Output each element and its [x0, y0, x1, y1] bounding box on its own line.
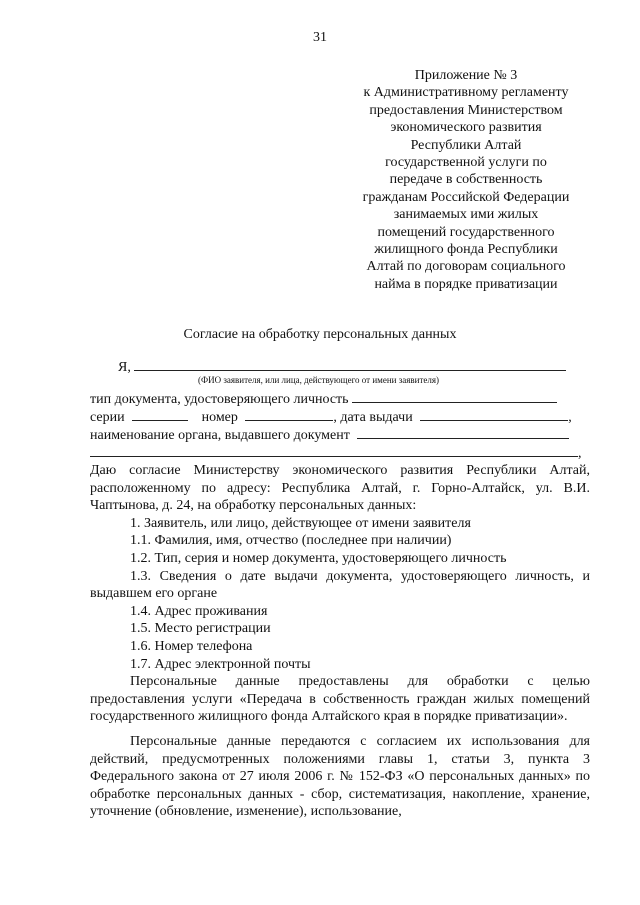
consent-body: [90, 462, 590, 821]
consent-item: 1.5. Место регистрации: [130, 621, 271, 637]
trailing-comma: ,: [568, 410, 572, 425]
fio-hint: (ФИО заявителя, или лица, действующего от имени заявителя): [198, 375, 440, 385]
annex-line: найма в порядке приватизации: [374, 276, 558, 292]
annex-line: Алтай по договорам социального: [366, 259, 566, 275]
annex-line: Приложение № 3: [414, 68, 518, 83]
document-title: Согласие на обработку персональных данных: [183, 327, 457, 342]
doc-type-field[interactable]: [352, 389, 557, 403]
annex-header: [355, 67, 577, 293]
transfer-paragraph: Персональные данные передаются с согласием их использования для действий, предусмотренных положениями главы 1, статьи 3, пункта 3 Федерального закона от 27 июля 2006 г. № 152-ФЗ «О персональных данных» по обработке персональных данных - сбор, систематизация, накопление, хранение, уточнение (обновление, изменение), использование,: [90, 733, 590, 820]
issue-date-label: , дата выдачи: [333, 410, 413, 425]
issuer-field-continuation[interactable]: [90, 443, 578, 457]
issuer-label: наименование органа, выдавшего документ: [90, 428, 350, 443]
annex-line: Республики Алтай: [410, 137, 522, 153]
series-label: серии: [90, 410, 125, 425]
issuer-field[interactable]: [357, 425, 569, 439]
annex-line: предоставления Министерством: [369, 102, 563, 118]
annex-line: гражданам Российской Федерации: [362, 189, 570, 205]
issuer-row: [90, 425, 569, 443]
trailing-comma-2: ,: [578, 446, 582, 461]
series-row: [90, 407, 572, 425]
series-field[interactable]: [132, 407, 188, 421]
number-field[interactable]: [245, 407, 333, 421]
issuer-continuation-row: [90, 443, 582, 461]
annex-line: жилищного фонда Республики: [374, 242, 558, 258]
paragraph-gap: [90, 726, 590, 733]
doc-type-label: тип документа, удостоверяющего личность: [90, 392, 349, 407]
purpose-paragraph: Персональные данные предоставлены для обработки с целью предоставления услуги «Передача в собственность граждан жилых помещений государственного жилищного фонда Алтайского края в порядке приватизации».: [90, 674, 590, 725]
consent-item: 1.7. Адрес электронной почты: [130, 656, 311, 672]
fio-row: [118, 357, 566, 375]
fio-field[interactable]: [134, 357, 566, 371]
consent-item: 1.1. Фамилия, имя, отчество (последнее при наличии): [130, 533, 452, 549]
annex-line: к Административному регламенту: [363, 85, 569, 101]
issue-date-field[interactable]: [420, 407, 568, 421]
annex-line: государственной услуги по: [385, 155, 547, 171]
consent-item: 1.3. Сведения о дате выдачи документа, удостоверяющего личность, и выдавшем его органе: [90, 568, 590, 602]
ya-label: Я,: [118, 360, 131, 375]
annex-line: помещений государственного: [377, 224, 555, 240]
consent-item: 1.2. Тип, серия и номер документа, удостоверяющего личность: [130, 550, 507, 566]
consent-item: 1.4. Адрес проживания: [130, 603, 268, 619]
consent-item: 1. Заявитель, или лицо, действующее от имени заявителя: [130, 515, 471, 531]
number-label: номер: [201, 410, 238, 425]
doc-type-row: [90, 389, 557, 407]
annex-line: занимаемых ими жилых: [393, 207, 539, 223]
consent-intro: Даю согласие Министерству экономического развития Республики Алтай, расположенному по адресу: Республика Алтай, г. Горно-Алтайск, ул. В.И. Чаптынова, д. 24, на обработку персональных данных:: [90, 463, 590, 514]
page-number: 31: [313, 30, 327, 45]
consent-item: 1.6. Номер телефона: [130, 638, 253, 654]
annex-line: передаче в собственность: [389, 172, 543, 188]
annex-line: экономического развития: [390, 120, 542, 136]
